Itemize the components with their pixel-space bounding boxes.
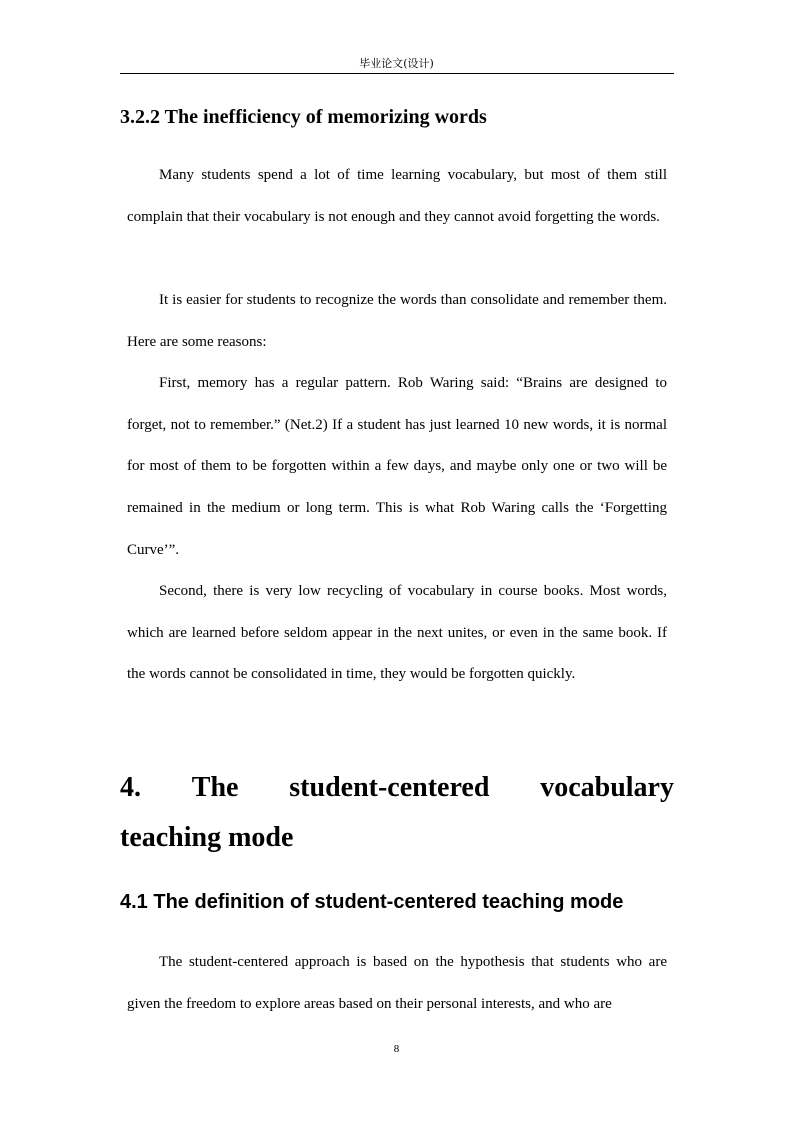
heading-word: 4. <box>120 772 141 803</box>
heading-word: student-centered <box>289 772 490 803</box>
chapter-4-heading-line-1 <box>120 763 674 813</box>
header-divider <box>120 73 674 74</box>
paragraph-1: Many students spend a lot of time learning vocabulary, but most of them still complain that their vocabulary is not enough and they cannot avoid forgetting the words. <box>127 167 667 225</box>
paragraph-2: It is easier for students to recognize the words than consolidate and remember them. Here are some reasons: <box>127 292 667 350</box>
paragraph-3: First, memory has a regular pattern. Rob Waring said: “Brains are designed to forget, not to remember.” (Net.2) If a student has just learned 10 new words, it is normal for most of them to be forgotten within a few days, and maybe only one or two will be remained in the medium or long term. This is what Rob Waring calls the ‘Forgetting Curve’”. <box>127 375 667 558</box>
paragraph-4: Second, there is very low recycling of vocabulary in course books. Most words, which are learned before seldom appear in the next unites, or even in the same book. If the words cannot be consolidated in time, they would be forgotten quickly. <box>127 583 667 683</box>
chapter-4-heading <box>120 763 674 863</box>
heading-word: vocabulary <box>540 772 674 803</box>
section-heading-3-2-2: 3.2.2 The inefficiency of memorizing words <box>120 106 487 128</box>
heading-word: The <box>191 772 239 803</box>
page-header-title: 毕业论文(设计) <box>359 57 434 70</box>
chapter-4-heading-line-2: teaching mode <box>120 822 294 853</box>
section-heading-4-1: 4.1 The definition of student-centered teaching mode <box>120 891 624 913</box>
page-number: 8 <box>393 1043 400 1055</box>
paragraph-4-1: The student-centered approach is based on the hypothesis that students who are given the freedom to explore areas based on their personal interests, and who are <box>127 954 667 1012</box>
